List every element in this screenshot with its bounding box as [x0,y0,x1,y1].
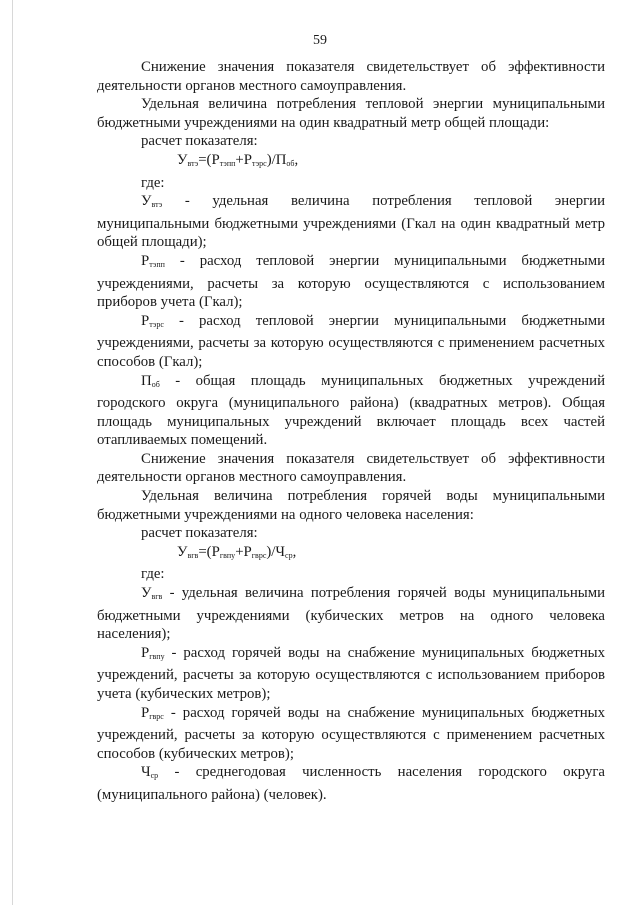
definition-rtepp: $Р_{тэпп}$ - расход тепловой энергии муниципальными бюджетными учреждениями, расчеты за которую осуществляются с использованием приборов учета (Гкал); [97,252,605,311]
formula-heat: $У_{втэ}=(Р_{тэпп}+Р_{тэрс})/П_{об}$, [177,151,299,168]
paragraph-calc-2: расчет показателя: [141,525,258,542]
scan-edge-line [12,0,13,905]
paragraph-efficiency-1: Снижение значения показателя свидетельствует об эффективности деятельности органов местного самоуправления. [97,59,605,94]
page-number: 59 [313,33,327,48]
formula-water: $У_{вгв}=(Р_{гвпу}+Р_{гврс})/Ч_{ср}$, [177,543,297,560]
definition-uvte: $У_{втэ}$ - удельная величина потребления тепловой энергии муниципальными бюджетными учреждениями (Гкал на один квадратный метр общей площади); [97,193,605,251]
paragraph-efficiency-2: Снижение значения показателя свидетельствует об эффективности деятельности органов местного самоуправления. [97,450,605,486]
definition-rters: $Р_{тэрс}$ - расход тепловой энергии муниципальными бюджетными учреждениями, расчеты за которую осуществляются с применением расчетных способов (Гкал); [97,312,605,370]
definition-chsr: $Ч_{ср}$ - среднегодовая численность населения городского округа (муниципального района) (человек). [97,764,605,803]
paragraph-calc-1: расчет показателя: [141,133,258,150]
definition-rgvpu: $Р_{гвпу}$ - расход горячей воды на снабжение муниципальных бюджетных учреждений, расчеты за которую осуществляются с использованием приборов учета (кубических метров); [97,644,605,702]
where-label-2: где: [141,566,165,583]
definition-rgvrs: $Р_{гврс}$ - расход горячей воды на снабжение муниципальных бюджетных учреждений, расчеты за которую осуществляются с применением расчетных способов (кубических метров); [97,704,605,762]
paragraph-water-title: Удельная величина потребления горячей воды муниципальными бюджетными учреждениями на одного человека населения: [97,488,605,523]
document-body [97,58,605,805]
definition-pob: $П_{об}$ - общая площадь муниципальных бюджетных учреждений городского округа (муниципального района) (квадратных метров). Общая площадь муниципальных учреждений включает площадь всех частей отапливаемых помещений. [97,372,605,449]
paragraph-heat-title: Удельная величина потребления тепловой энергии муниципальными бюджетными учреждениями на один квадратный метр общей площади: [97,96,605,131]
where-label-1: где: [141,174,165,191]
definition-uvgv: $У_{вгв}$ - удельная величина потребления горячей воды муниципальными бюджетными учреждениями (кубических метров на одного человека населения); [97,585,605,643]
